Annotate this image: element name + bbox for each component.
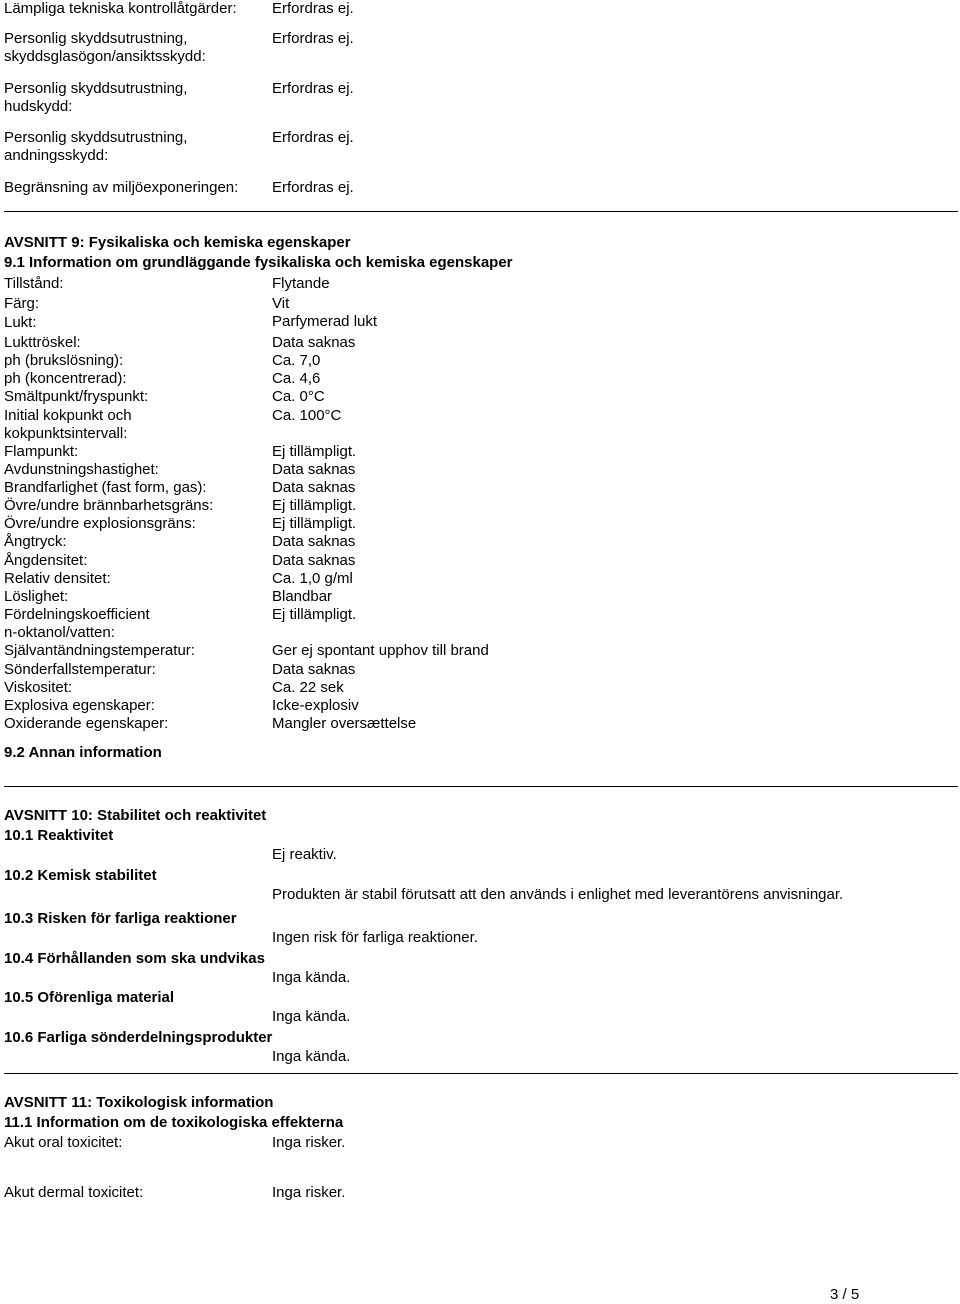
property-value: Flytande (272, 275, 330, 292)
property-label: Ångtryck: (4, 533, 67, 550)
property-value: Icke-explosiv (272, 697, 359, 714)
subsection-heading: 10.4 Förhållanden som ska undvikas (4, 950, 265, 967)
subsection-value: Ingen risk för farliga reaktioner. (272, 929, 478, 946)
property-value: Vit (272, 295, 290, 312)
property-label: Självantändningstemperatur: (4, 642, 195, 659)
property-value: Data saknas (272, 661, 356, 678)
property-value: Ca. 0°C (272, 388, 325, 405)
toxicity-label: Akut oral toxicitet: (4, 1134, 123, 1151)
property-value: Ca. 1,0 g/ml (272, 570, 353, 587)
section-9-title: AVSNITT 9: Fysikaliska och kemiska egenskaper (4, 234, 351, 251)
subsection-heading: 10.2 Kemisk stabilitet (4, 867, 157, 884)
top-row-label: Personlig skyddsutrustning, andningsskydd: (4, 129, 188, 164)
property-label: Flampunkt: (4, 443, 79, 460)
subsection-value: Inga kända. (272, 1048, 351, 1065)
toxicity-label: Akut dermal toxicitet: (4, 1184, 144, 1201)
property-value: Ca. 22 sek (272, 679, 344, 696)
property-value: Data saknas (272, 552, 356, 569)
property-label: Lukt: (4, 314, 37, 331)
property-value: Data saknas (272, 533, 356, 550)
property-value: Data saknas (272, 461, 356, 478)
subsection-value: Inga kända. (272, 1008, 351, 1025)
property-label: Avdunstningshastighet: (4, 461, 159, 478)
property-label: Övre/undre brännbarhetsgräns: (4, 497, 214, 514)
property-value: Ca. 7,0 (272, 352, 321, 369)
section-divider (4, 1073, 958, 1074)
top-row-value: Erfordras ej. (272, 30, 354, 47)
property-label: Löslighet: (4, 588, 69, 605)
subsection-value: Produkten är stabil förutsatt att den används i enlighet med leverantörens anvisningar. (272, 886, 844, 903)
subsection-heading: 10.1 Reaktivitet (4, 827, 114, 844)
section-10-title: AVSNITT 10: Stabilitet och reaktivitet (4, 807, 267, 824)
property-value: Parfymerad lukt (272, 313, 378, 330)
property-label: ph (koncentrerad): (4, 370, 127, 387)
toxicity-value: Inga risker. (272, 1134, 346, 1151)
property-label: Explosiva egenskaper: (4, 697, 155, 714)
property-value: Ger ej spontant upphov till brand (272, 642, 489, 659)
top-row-label: Lämpliga tekniska kontrollåtgärder: (4, 0, 237, 17)
property-value: Ca. 100°C (272, 407, 342, 424)
top-row-value: Erfordras ej. (272, 0, 354, 17)
subsection-heading: 10.6 Farliga sönderdelningsprodukter (4, 1029, 273, 1046)
subsection-heading: 10.5 Oförenliga material (4, 989, 175, 1006)
top-row-value: Erfordras ej. (272, 129, 354, 146)
top-row-label: Personlig skyddsutrustning, hudskydd: (4, 80, 188, 115)
property-value: Ej tillämpligt. (272, 443, 357, 460)
property-value: Ej tillämpligt. (272, 606, 357, 623)
property-label: Ångdensitet: (4, 552, 88, 569)
property-label: Relativ densitet: (4, 570, 111, 587)
toxicity-value: Inga risker. (272, 1184, 346, 1201)
subsection-value: Ej reaktiv. (272, 846, 337, 863)
property-label: Brandfarlighet (fast form, gas): (4, 479, 207, 496)
subsection-value: Inga kända. (272, 969, 351, 986)
top-row-value: Erfordras ej. (272, 179, 354, 196)
property-value: Ej tillämpligt. (272, 515, 357, 532)
section-9-2-heading: 9.2 Annan information (4, 744, 162, 761)
top-row-value: Erfordras ej. (272, 80, 354, 97)
section-divider (4, 786, 958, 787)
property-label: Färg: (4, 295, 40, 312)
property-value: Ej tillämpligt. (272, 497, 357, 514)
property-value: Mangler oversættelse (272, 715, 417, 732)
property-label: Tillstånd: (4, 275, 64, 292)
property-value: Blandbar (272, 588, 333, 605)
section-11-title: AVSNITT 11: Toxikologisk information (4, 1094, 274, 1111)
property-label: Lukttröskel: (4, 334, 81, 351)
property-label: Oxiderande egenskaper: (4, 715, 169, 732)
property-label: Övre/undre explosionsgräns: (4, 515, 196, 532)
property-label: Viskositet: (4, 679, 73, 696)
page-number: 3 / 5 (830, 1286, 860, 1303)
property-value: Data saknas (272, 479, 356, 496)
property-label: Fördelningskoefficient n-oktanol/vatten: (4, 606, 150, 641)
property-value: Ca. 4,6 (272, 370, 321, 387)
property-label: Initial kokpunkt och kokpunktsintervall: (4, 407, 132, 442)
property-label: Sönderfallstemperatur: (4, 661, 156, 678)
subsection-heading: 10.3 Risken för farliga reaktioner (4, 910, 237, 927)
property-value: Data saknas (272, 334, 356, 351)
section-9-1-heading: 9.1 Information om grundläggande fysikaliska och kemiska egenskaper (4, 254, 513, 271)
property-label: Smältpunkt/fryspunkt: (4, 388, 149, 405)
top-row-label: Begränsning av miljöexponeringen: (4, 179, 239, 196)
section-11-1-heading: 11.1 Information om de toxikologiska effekterna (4, 1114, 344, 1131)
property-label: ph (brukslösning): (4, 352, 124, 369)
section-divider (4, 211, 958, 212)
top-row-label: Personlig skyddsutrustning, skyddsglasögon/ansiktsskydd: (4, 30, 206, 65)
